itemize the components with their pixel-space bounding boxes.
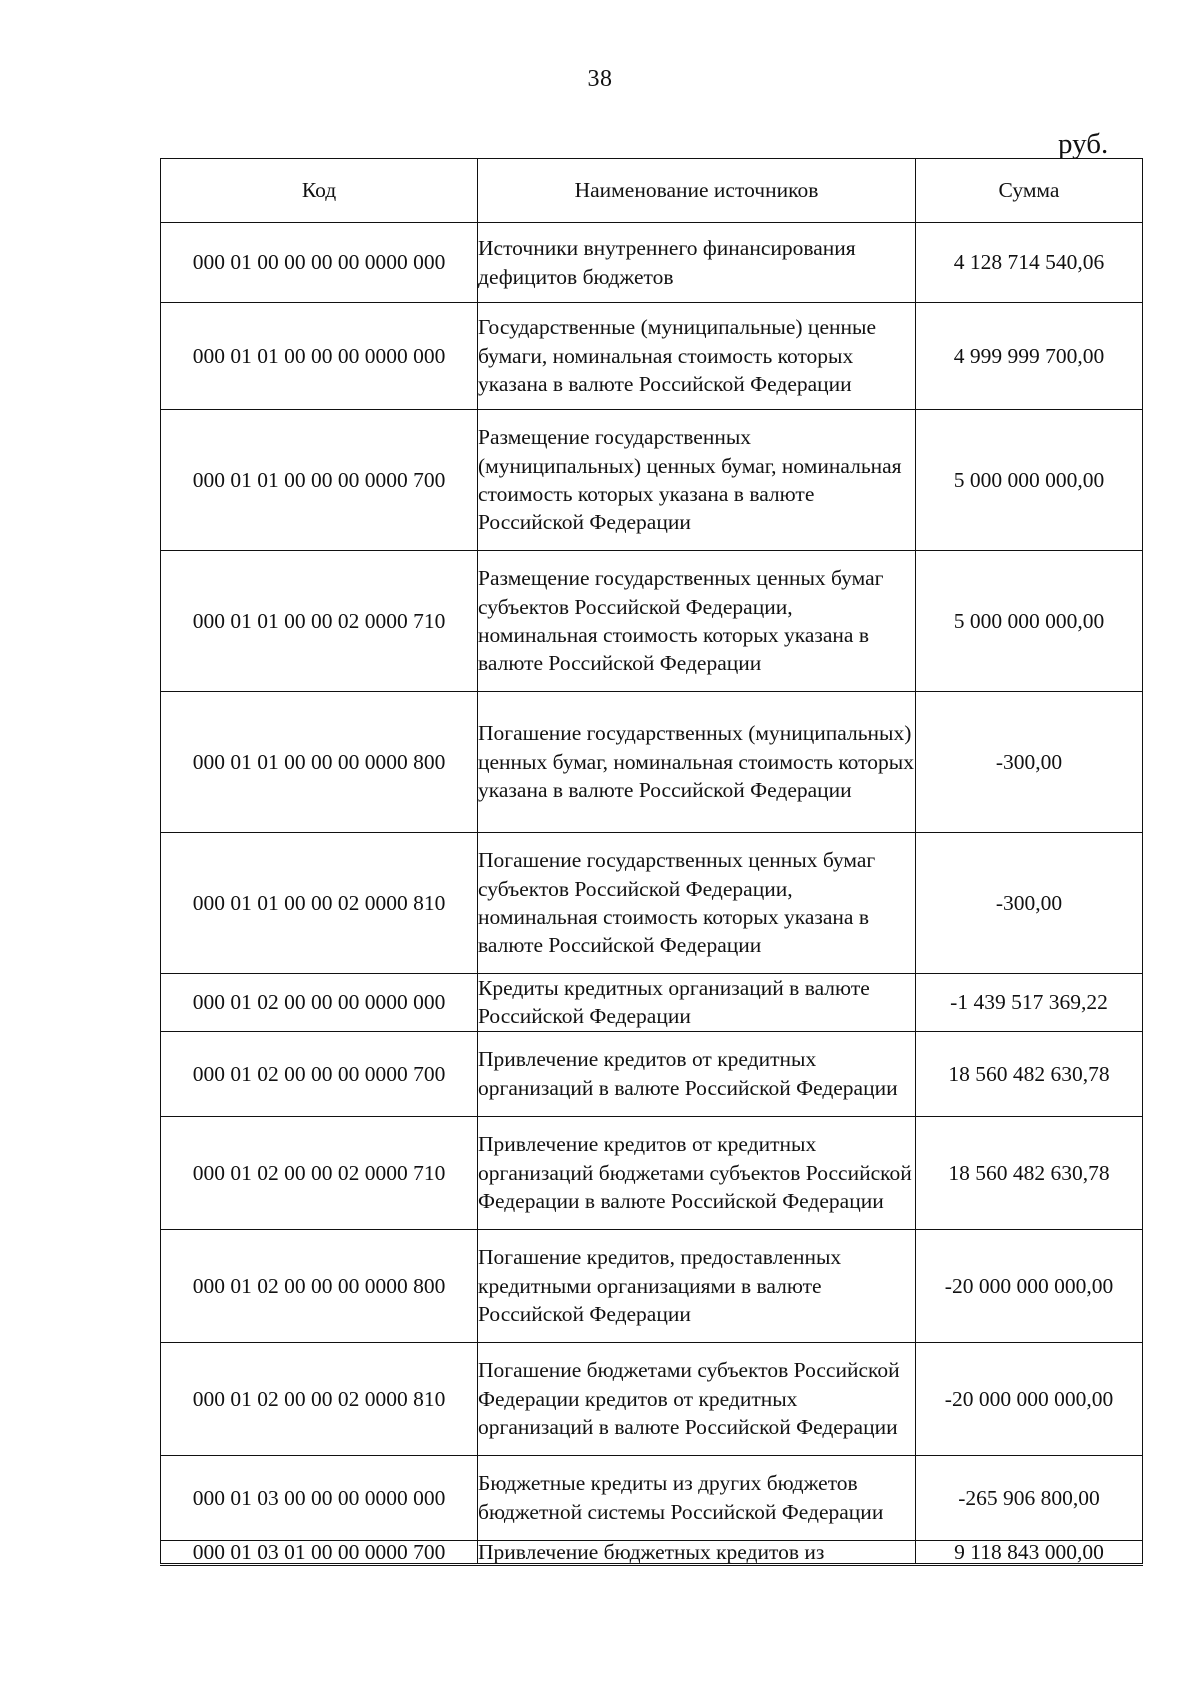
row-code: 000 01 02 00 00 00 0000 700 (161, 1031, 478, 1116)
row-code: 000 01 03 00 00 00 0000 000 (161, 1455, 478, 1540)
row-code: 000 01 02 00 00 02 0000 810 (161, 1342, 478, 1455)
table-row (161, 223, 1143, 303)
row-name: Размещение государственных (муниципальных) ценных бумаг, номинальная стоимость которых указана в валюте Российской Федерации (478, 410, 916, 551)
row-name: Привлечение кредитов от кредитных организаций бюджетами субъектов Российской Федерации в валюте Российской Федерации (478, 1116, 916, 1229)
table-row (161, 1342, 1143, 1455)
row-code (161, 1540, 478, 1564)
row-name (478, 1540, 916, 1564)
row-sum: 18 560 482 630,78 (916, 1031, 1143, 1116)
table-row (161, 1031, 1143, 1116)
row-code: 000 01 02 00 00 00 0000 000 (161, 974, 478, 1032)
row-sum (916, 1540, 1143, 1564)
table-row (161, 833, 1143, 974)
table-row (161, 551, 1143, 692)
row-name: Государственные (муниципальные) ценные бумаги, номинальная стоимость которых указана в валюте Российской Федерации (478, 303, 916, 410)
row-name: Размещение государственных ценных бумаг субъектов Российской Федерации, номинальная стоимость которых указана в валюте Российской Федерации (478, 551, 916, 692)
header-name: Наименование источников (478, 159, 916, 223)
row-sum: 5 000 000 000,00 (916, 551, 1143, 692)
table-row (161, 410, 1143, 551)
row-sum: -20 000 000 000,00 (916, 1229, 1143, 1342)
row-sum: 18 560 482 630,78 (916, 1116, 1143, 1229)
row-sum: -20 000 000 000,00 (916, 1342, 1143, 1455)
row-name: Кредиты кредитных организаций в валюте Российской Федерации (478, 974, 916, 1032)
row-name: Бюджетные кредиты из других бюджетов бюджетной системы Российской Федерации (478, 1455, 916, 1540)
table-row (161, 1229, 1143, 1342)
page-number: 38 (587, 66, 613, 92)
row-code: 000 01 02 00 00 02 0000 710 (161, 1116, 478, 1229)
row-code: 000 01 02 00 00 00 0000 800 (161, 1229, 478, 1342)
row-sum: -300,00 (916, 692, 1143, 833)
row-sum: 5 000 000 000,00 (916, 410, 1143, 551)
row-sum: 4 999 999 700,00 (916, 303, 1143, 410)
currency-unit-label: руб. (1058, 128, 1109, 160)
financing-sources-table (160, 158, 1143, 1566)
row-sum: -265 906 800,00 (916, 1455, 1143, 1540)
row-sum: 4 128 714 540,06 (916, 223, 1143, 303)
row-code: 000 01 00 00 00 00 0000 000 (161, 223, 478, 303)
row-name: Погашение государственных (муниципальных) ценных бумаг, номинальная стоимость которых указана в валюте Российской Федерации (478, 692, 916, 833)
row-code: 000 01 01 00 00 02 0000 710 (161, 551, 478, 692)
table-row (161, 974, 1143, 1032)
row-name: Погашение государственных ценных бумаг субъектов Российской Федерации, номинальная стоимость которых указана в валюте Российской Федерации (478, 833, 916, 974)
table-row (161, 692, 1143, 833)
header-sum: Сумма (916, 159, 1143, 223)
table-header-row (161, 159, 1143, 223)
table-row (161, 1540, 1143, 1564)
row-name: Привлечение кредитов от кредитных организаций в валюте Российской Федерации (478, 1031, 916, 1116)
row-sum: -300,00 (916, 833, 1143, 974)
row-name: Погашение бюджетами субъектов Российской Федерации кредитов от кредитных организаций в валюте Российской Федерации (478, 1342, 916, 1455)
row-sum-text: 9 118 843 000,00 (954, 1540, 1104, 1563)
table-row (161, 1116, 1143, 1229)
row-code: 000 01 01 00 00 02 0000 810 (161, 833, 478, 974)
row-code: 000 01 01 00 00 00 0000 800 (161, 692, 478, 833)
table-row (161, 1455, 1143, 1540)
row-sum: -1 439 517 369,22 (916, 974, 1143, 1032)
row-code-text: 000 01 03 01 00 00 0000 700 (192, 1540, 446, 1563)
row-name: Источники внутреннего финансирования дефицитов бюджетов (478, 223, 916, 303)
row-code: 000 01 01 00 00 00 0000 000 (161, 303, 478, 410)
header-code: Код (161, 159, 478, 223)
row-name-text: Привлечение бюджетных кредитов из (478, 1540, 825, 1563)
row-name: Погашение кредитов, предоставленных кредитными организациями в валюте Российской Федерации (478, 1229, 916, 1342)
table-row (161, 303, 1143, 410)
row-code: 000 01 01 00 00 00 0000 700 (161, 410, 478, 551)
